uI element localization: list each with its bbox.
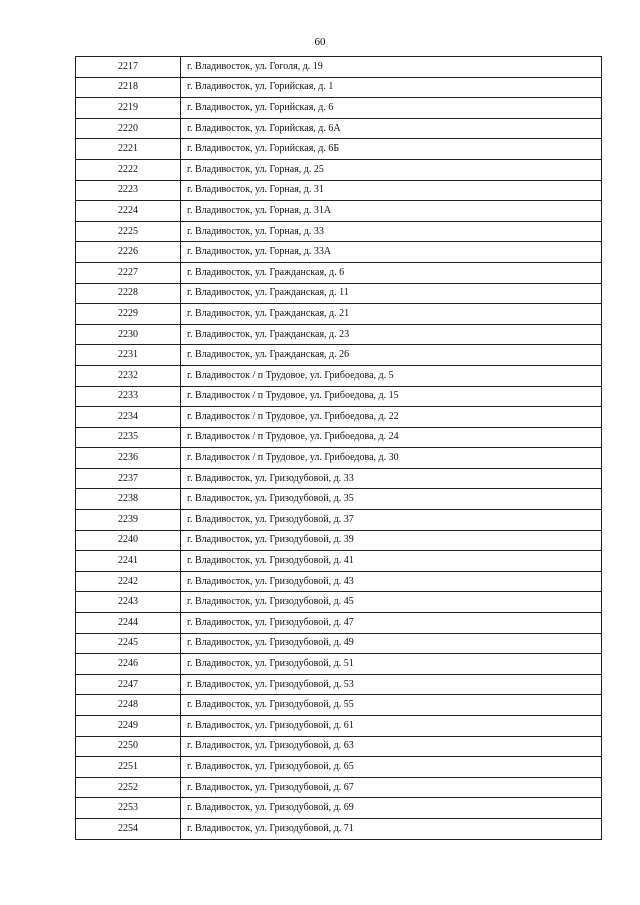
table-row (76, 118, 602, 139)
address-table (75, 56, 602, 840)
table-row (76, 242, 602, 263)
row-number: 2231 (76, 345, 181, 366)
row-address: г. Владивосток, ул. Гризодубовой, д. 49 (181, 633, 602, 654)
table-row (76, 551, 602, 572)
table-row (76, 180, 602, 201)
row-address: г. Владивосток, ул. Горийская, д. 6 (181, 98, 602, 119)
row-address: г. Владивосток, ул. Горная, д. 33 (181, 221, 602, 242)
table-row (76, 345, 602, 366)
row-address: г. Владивосток, ул. Гризодубовой, д. 35 (181, 489, 602, 510)
table-row (76, 716, 602, 737)
row-address: г. Владивосток, ул. Гризодубовой, д. 43 (181, 571, 602, 592)
row-number: 2221 (76, 139, 181, 160)
table-row (76, 77, 602, 98)
row-address: г. Владивосток, ул. Гражданская, д. 21 (181, 304, 602, 325)
row-address: г. Владивосток / п Трудовое, ул. Грибоедова, д. 5 (181, 365, 602, 386)
row-address: г. Владивосток, ул. Гражданская, д. 11 (181, 283, 602, 304)
table-row (76, 633, 602, 654)
row-address: г. Владивосток, ул. Горная, д. 31 (181, 180, 602, 201)
table-row (76, 262, 602, 283)
address-table-body (76, 57, 602, 840)
row-number: 2217 (76, 57, 181, 78)
row-number: 2229 (76, 304, 181, 325)
table-row (76, 654, 602, 675)
table-row (76, 736, 602, 757)
row-address: г. Владивосток, ул. Гризодубовой, д. 55 (181, 695, 602, 716)
table-row (76, 365, 602, 386)
row-address: г. Владивосток, ул. Гражданская, д. 26 (181, 345, 602, 366)
table-row (76, 427, 602, 448)
table-row (76, 201, 602, 222)
table-row (76, 571, 602, 592)
row-number: 2248 (76, 695, 181, 716)
row-number: 2254 (76, 818, 181, 839)
row-number: 2220 (76, 118, 181, 139)
row-number: 2246 (76, 654, 181, 675)
row-address: г. Владивосток, ул. Гризодубовой, д. 71 (181, 818, 602, 839)
table-row (76, 324, 602, 345)
table-row (76, 304, 602, 325)
row-address: г. Владивосток, ул. Гоголя, д. 19 (181, 57, 602, 78)
row-number: 2224 (76, 201, 181, 222)
row-address: г. Владивосток, ул. Горная, д. 31А (181, 201, 602, 222)
row-number: 2249 (76, 716, 181, 737)
row-number: 2243 (76, 592, 181, 613)
row-address: г. Владивосток, ул. Гризодубовой, д. 53 (181, 674, 602, 695)
row-address: г. Владивосток, ул. Горийская, д. 6А (181, 118, 602, 139)
row-number: 2225 (76, 221, 181, 242)
row-address: г. Владивосток, ул. Гризодубовой, д. 61 (181, 716, 602, 737)
row-number: 2226 (76, 242, 181, 263)
row-address: г. Владивосток, ул. Гризодубовой, д. 65 (181, 757, 602, 778)
row-address: г. Владивосток, ул. Горная, д. 33А (181, 242, 602, 263)
row-address: г. Владивосток, ул. Гризодубовой, д. 37 (181, 510, 602, 531)
row-number: 2239 (76, 510, 181, 531)
table-row (76, 283, 602, 304)
row-address: г. Владивосток / п Трудовое, ул. Грибоедова, д. 22 (181, 407, 602, 428)
table-row (76, 489, 602, 510)
row-address: г. Владивосток, ул. Гризодубовой, д. 39 (181, 530, 602, 551)
table-row (76, 468, 602, 489)
row-address: г. Владивосток, ул. Горная, д. 25 (181, 159, 602, 180)
row-number: 2251 (76, 757, 181, 778)
row-number: 2233 (76, 386, 181, 407)
table-row (76, 592, 602, 613)
row-address: г. Владивосток, ул. Гризодубовой, д. 47 (181, 613, 602, 634)
row-number: 2232 (76, 365, 181, 386)
table-row (76, 159, 602, 180)
table-row (76, 221, 602, 242)
row-address: г. Владивосток, ул. Горийская, д. 1 (181, 77, 602, 98)
row-address: г. Владивосток / п Трудовое, ул. Грибоедова, д. 24 (181, 427, 602, 448)
table-row (76, 510, 602, 531)
row-address: г. Владивосток / п Трудовое, ул. Грибоедова, д. 15 (181, 386, 602, 407)
table-row (76, 407, 602, 428)
row-number: 2236 (76, 448, 181, 469)
row-number: 2250 (76, 736, 181, 757)
table-row (76, 798, 602, 819)
table-row (76, 98, 602, 119)
table-row (76, 57, 602, 78)
row-address: г. Владивосток, ул. Гризодубовой, д. 45 (181, 592, 602, 613)
row-number: 2247 (76, 674, 181, 695)
row-number: 2235 (76, 427, 181, 448)
row-number: 2244 (76, 613, 181, 634)
table-row (76, 818, 602, 839)
row-address: г. Владивосток, ул. Гризодубовой, д. 41 (181, 551, 602, 572)
table-row (76, 777, 602, 798)
row-number: 2223 (76, 180, 181, 201)
row-address: г. Владивосток, ул. Гражданская, д. 23 (181, 324, 602, 345)
row-address: г. Владивосток / п Трудовое, ул. Грибоедова, д. 30 (181, 448, 602, 469)
row-number: 2234 (76, 407, 181, 428)
row-number: 2237 (76, 468, 181, 489)
row-number: 2238 (76, 489, 181, 510)
row-address: г. Владивосток, ул. Гризодубовой, д. 67 (181, 777, 602, 798)
row-number: 2230 (76, 324, 181, 345)
row-number: 2242 (76, 571, 181, 592)
row-number: 2227 (76, 262, 181, 283)
row-number: 2219 (76, 98, 181, 119)
row-number: 2245 (76, 633, 181, 654)
row-number: 2252 (76, 777, 181, 798)
row-address: г. Владивосток, ул. Гражданская, д. 6 (181, 262, 602, 283)
row-number: 2228 (76, 283, 181, 304)
page-number: 60 (314, 36, 326, 48)
table-row (76, 386, 602, 407)
table-row (76, 757, 602, 778)
row-number: 2218 (76, 77, 181, 98)
row-number: 2240 (76, 530, 181, 551)
table-row (76, 448, 602, 469)
row-number: 2253 (76, 798, 181, 819)
row-number: 2241 (76, 551, 181, 572)
row-address: г. Владивосток, ул. Гризодубовой, д. 33 (181, 468, 602, 489)
row-address: г. Владивосток, ул. Гризодубовой, д. 69 (181, 798, 602, 819)
row-address: г. Владивосток, ул. Гризодубовой, д. 51 (181, 654, 602, 675)
row-address: г. Владивосток, ул. Горийская, д. 6Б (181, 139, 602, 160)
table-row (76, 695, 602, 716)
row-address: г. Владивосток, ул. Гризодубовой, д. 63 (181, 736, 602, 757)
row-number: 2222 (76, 159, 181, 180)
table-row (76, 530, 602, 551)
table-row (76, 613, 602, 634)
table-row (76, 674, 602, 695)
table-row (76, 139, 602, 160)
